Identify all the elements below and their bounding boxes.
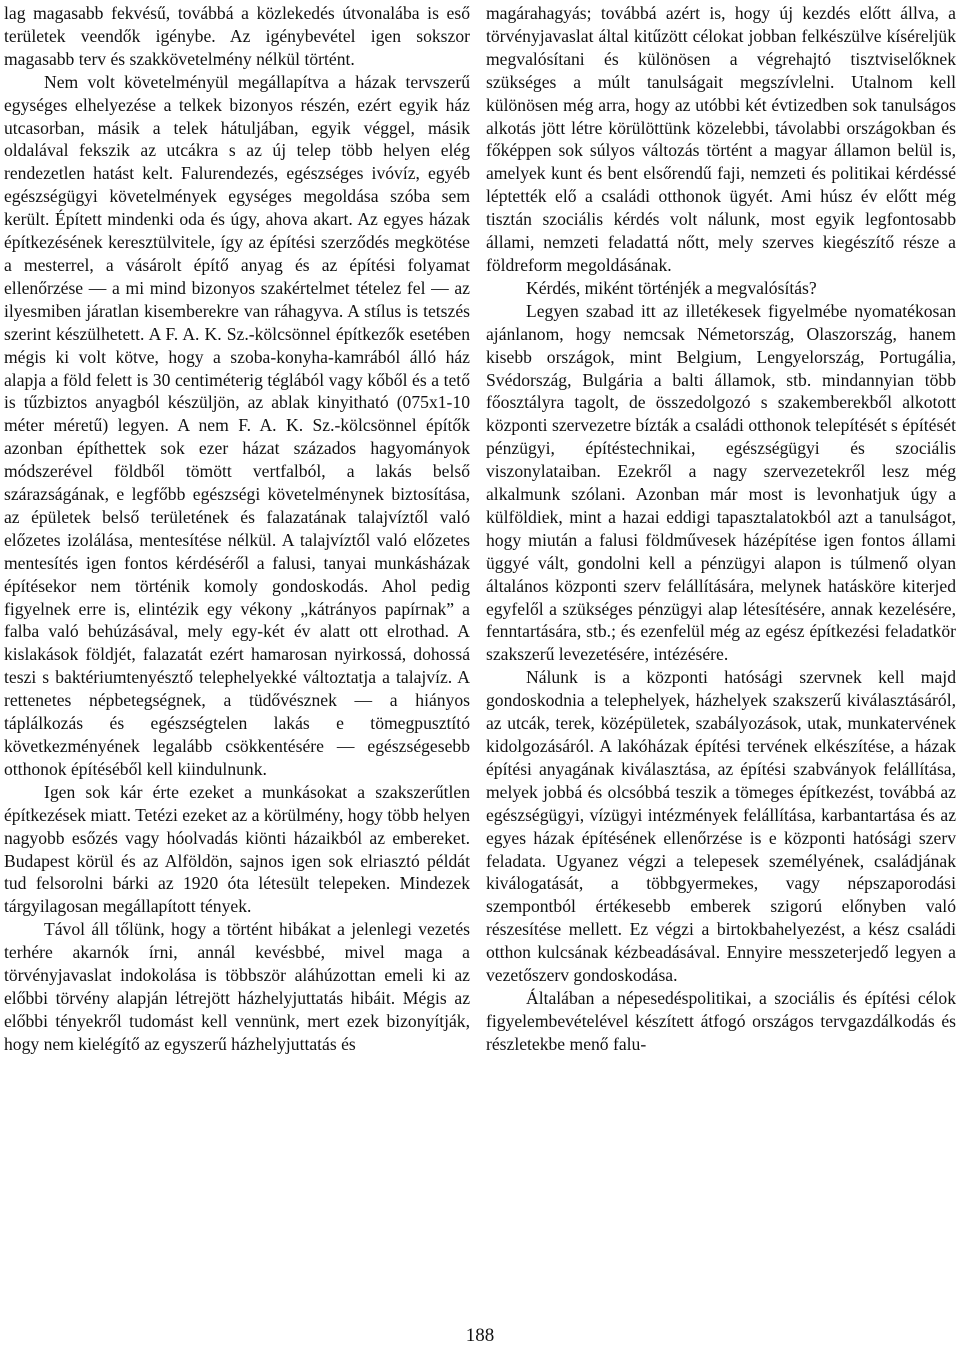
paragraph: lag magasabb fekvésű, továbbá a közlekedés útvonalába is eső területek veendők igénybe. Az igénybevétel igen sokszor magasabb terv és szakkövetelmény nélkül történt. (4, 3, 470, 69)
question-line: Kérdés, miként történjék a megvalósítás? (526, 277, 817, 298)
left-text-column (4, 2, 470, 1056)
paragraph: Távol áll tőlünk, hogy a történt hibákat a jelenlegi vezetés terhére akarnók írni, annál kevésbbé, mivel maga a törvényjavaslat indokolása is többször aláhúzottan emeli ki az előbbi törvény alapján létrejött házhelyjuttatás hibáit. Mégis az előbbi tényekről tudomást kell vennünk, mert ezek bizonyítják, hogy nem kielégítő az egyszerű házhelyjuttatás és (4, 919, 470, 1054)
paragraph: Igen sok kár érte ezeket a munkásokat a szakszerűtlen építkezések miatt. Tetézi ezeket az a körülmény, hogy több helyen nagyobb esőzés vagy hóolvadás kiönti házaikból az embereket. Budapest körül és az Alföldön, sajnos igen sok elriasztó példát tud felsorolni bárki az 1920 óta létesült telepeken. Mindezek tárgyilagosan megállapított tények. (4, 781, 470, 917)
paragraph: magárahagyás; továbbá azért is, hogy új kezdés előtt állva, a törvényjavaslat által kitűzött célokat jobban felkészülve kíséreljük megvalósítani és különösen a végrehajtó tisztviselőknek szükséges a múlt tanulságait megszívlelni. Utalnom kell különösen még arra, hogy az utóbbi két évtizedben sok tanulságos alkotás jött létre körülöttünk közelebbi, távolabbi országokban és főképpen sok súlyos változás történt a magyar államon belül is, amelyek kunt és bent elsőrendű faji, nemzeti és politikai kérdéssé léptették elő a családi otthonok ügyét. Ami húsz év előtt még tisztán szociális kérdés volt nálunk, most egyik legfontosabb állami, nemzeti feladattá nőtt, mely szerves kiegészítő része a földreform megoldásának. (486, 3, 956, 275)
right-text-column (486, 2, 956, 1056)
paragraph: Nálunk is a központi hatósági szervnek kell majd gondoskodnia a telephelyek, házhelyek szakszerű kiválasztásáról, az utcák, terek, középületek, szabályozások, utak, munkatervének kidolgozásáról. A lakóházak építési tervének elkészítése, a házak építési anyagának kiválasztása, az építési szabványok felállítása, melyek jobbá és olcsóbbá teszik a tömeges építkezést, továbbá az egészségügyi, vízügyi intézmények felállítása, karbantartása és az egyes házak építésének ellenőrzése is e központi hatósági szerv feladata. Ugyanez végzi a telepesek személyének, családjának kiválogatását, a többgyermekes, vagy népszaporodási szempontból értékesebb emberek szigorú előnyben való részesítése mellett. Ez végzi a birtokbahelyezést, a kész családi otthon kulcsának kézbeadásával. Ennyire messzeterjedő legyen a vezetőszerv gondoskodása. (486, 667, 956, 986)
paragraph: Legyen szabad itt az illetékesek figyelmébe nyomatékosan ajánlanom, hogy nemcsak Németország, Olaszország, hanem kisebb országok, mint Belgium, Lengyelország, Portugália, Svédország, Bulgária a balti államok, stb. mindannyian több főosztályra tagolt, de összedolgozó s szakemberekből alkotott központi szervezetre bízták a családi otthonok telepítését s építését pénzügyi, építéstechnikai, egészségügyi és szociális viszonylataiban. Ezekről a nagy szervezetekről lesz még alkalmunk szólani. Azonban már most is levonhatjuk úgy a külföldiek, mint a hazai eddigi tapasztalatokból azt a tanulságot, hogy miután a falusi földművesek házépítése igen fontos állami üggyé vált, gondolni kell a pénzügyi alapon is túlmenő olyan általános központi szerv felállítására, melynek hatásköre kiterjed egyfelől a szükséges pénzügyi alap létesítésére, annak kezelésére, fenntartására, stb.; és ezenfelül még az egész építkezési feladatkör szakszerű levezetésére, intézésére. (486, 300, 956, 665)
paragraph: Általában a népesedéspolitikai, a szociális és építési célok figyelembevételével készített átfogó országos tervgazdálkodás és részletekbe menő falu- (486, 987, 956, 1054)
paragraph: Nem volt követelményül megállapítva a házak tervszerű egységes elhelyezése a telkek bizonyos részén, ezért egyik ház utcasorban, másik a telek hátuljában, egyik véggel, másik oldalával fekszik az utcákra s az új telep több helyen elég rendezetlen hatást kelt. Falurendezés, egészséges ivóvíz, egyéb egészségügyi követelmények egységes megoldása szóba sem került. Épített mindenki oda és úgy, ahova akart. Az egyes házak építkezésének keresztülvitele, így az építési szerződés megkötése a mesterrel, a vásárolt építő anyag és az építési folyamat ellenőrzése — a mi mind bizonyos szakértelmet tételez fel — az ilyesmiben járatlan kisemberekre van ráhagyva. A stílus is tetszés szerint készülhetett. A F. A. K. Sz.-kölcsönnel építkezők esetében mégis ki volt kötve, hogy a szoba-konyha-kamrából álló ház alapja a föld felett is 30 centiméterig téglából vagy kőből és a tető is tűzbiztos anyagból készüljön, az ablak kinyitható (075x1-10 méter méretű) legyen. A nem F. A. K. Sz.-kölcsönnel építők azonban építhettek sok ezer házat százados hagyományok módszerével földből tömött vertfalból, a lakás belső szárazságának, e legfőbb egészségi követelménynek biztosítása, az épületek belső területének és falazatának talajvíztől való előzetes izolálása, mentesítése nélkül. A talajvíztől való előzetes mentesítés igen fontos kérdéséről a falusi, tanyai munkásházak építésekor nem történik komoly gondoskodás. Ahol pedig figyelnek erre is, elintézik egy vékony „kátrányos papírnak” a falba való behúzásával, mely egy-két év alatt ott elrothad. A kislakások földjét, falazatát ezért hamarosan nyirkossá, dohossá teszi s baktériumtenyésztő telephelyekké változtatja a talajvíz. A rettenetes népbetegségnek, a tüdővésznek — a hiányos táplálkozás és egészségtelen lakás e tömegpusztító következményének legalább csökkentésére — egészségesebb otthonok építéséből kell kiindulnunk. (4, 71, 470, 779)
page-number: 188 (465, 1325, 495, 1346)
